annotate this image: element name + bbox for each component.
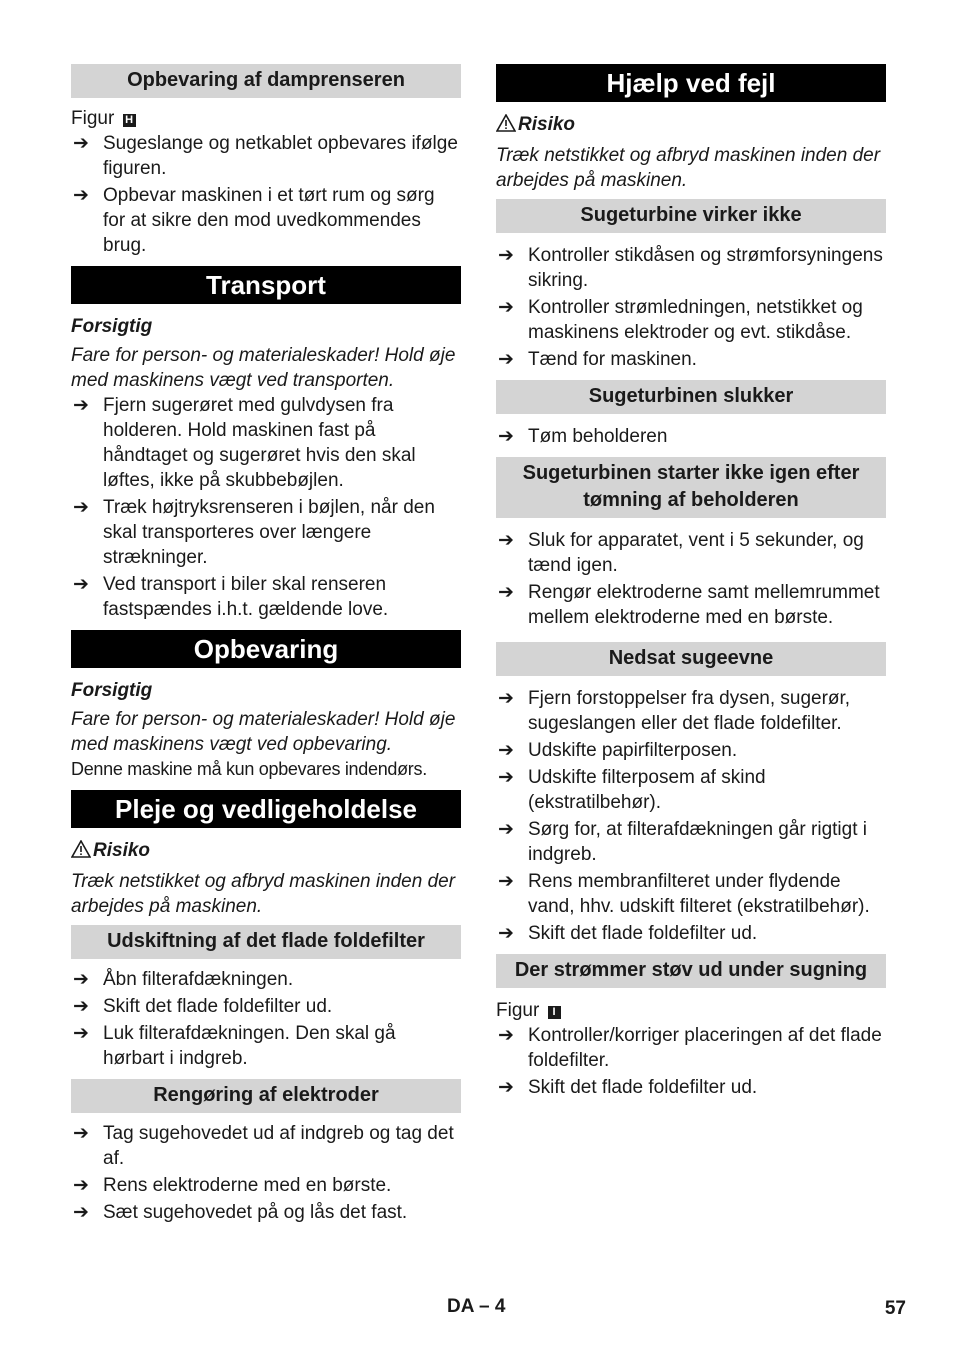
heading-sugeturbine-virker-ikke: Sugeturbine virker ikke (496, 199, 886, 233)
arrow-right-icon: ➔ (498, 245, 514, 266)
figure-i-icon: I (548, 1006, 561, 1019)
footer-section-label: DA – 4 (447, 1296, 506, 1317)
arrow-right-icon: ➔ (73, 969, 89, 990)
list-item: ➔ Sæt sugehovedet på og lås det fast. (73, 1202, 408, 1223)
list-item: ➔ Kontroller/korriger placeringen af det flade foldefilter. (498, 1025, 882, 1071)
arrow-right-icon: ➔ (73, 574, 89, 595)
list-transport (71, 393, 461, 622)
caution-text: Fare for person- og materialeskader! Hold øje med maskinens vægt ved opbevaring. (71, 709, 456, 755)
list-item: ➔ Opbevar maskinen i et tørt rum og sørg for at sikre den mod uvedkommendes brug. (73, 185, 435, 256)
arrow-right-icon: ➔ (73, 1202, 89, 1223)
arrow-right-icon: ➔ (498, 1077, 514, 1098)
list-slukker (496, 424, 886, 449)
list-item: ➔ Skift det flade foldefilter ud. (498, 923, 758, 944)
list-item: ➔ Rens membranfilteret under flydende vand, hhv. udskift filteret (ekstratilbehør). (498, 871, 870, 917)
right-column (496, 64, 886, 1102)
heading-udskiftning: Udskiftning af det flade foldefilter (71, 925, 461, 959)
arrow-right-icon: ➔ (73, 497, 89, 518)
caution-label: Forsigtig (71, 680, 153, 701)
arrow-right-icon: ➔ (498, 819, 514, 840)
arrow-right-icon: ➔ (498, 530, 514, 551)
list-item: ➔ Kontroller stikdåsen og strømforsyningens sikring. (498, 245, 883, 291)
arrow-right-icon: ➔ (498, 688, 514, 709)
list-item: ➔ Udskifte filterposem af skind (ekstratilbehør). (498, 767, 766, 813)
heading-rengoring: Rengøring af elektroder (71, 1079, 461, 1113)
list-item: ➔ Rengør elektroderne samt mellemrummet mellem elektroderne med en børste. (498, 582, 880, 628)
heading-starter-ikke-igen: Sugeturbinen starter ikke igen efter tømning af beholderen (496, 457, 886, 518)
arrow-right-icon: ➔ (498, 871, 514, 892)
arrow-right-icon: ➔ (73, 996, 89, 1017)
figure-h-icon: H (123, 114, 136, 127)
figur-reference: Figur I (496, 998, 886, 1023)
list-item: ➔ Tænd for maskinen. (498, 349, 697, 370)
warning-triangle-icon (496, 114, 518, 139)
heading-pleje: Pleje og vedligeholdelse (71, 790, 461, 828)
heading-hjaelp-ved-fejl: Hjælp ved fejl (496, 64, 886, 102)
list-item: ➔ Sugeslange og netkablet opbevares ifølge figuren. (73, 133, 458, 179)
risk-label-row: Risiko (71, 838, 461, 865)
heading-opbevaring-damprenseren: Opbevaring af damprenseren (71, 64, 461, 98)
list-item: ➔ Tag sugehovedet ud af indgreb og tag det af. (73, 1123, 454, 1169)
list-stoev (496, 1023, 886, 1100)
arrow-right-icon: ➔ (73, 185, 89, 206)
list-udskiftning (71, 967, 461, 1071)
list-starter-ikke (496, 528, 886, 630)
list-nedsat (496, 686, 886, 946)
arrow-right-icon: ➔ (498, 426, 514, 447)
figur-reference: Figur H (71, 106, 461, 131)
list-item: ➔ Sluk for apparatet, vent i 5 sekunder, og tænd igen. (498, 530, 864, 576)
list-item: ➔ Rens elektroderne med en børste. (73, 1175, 392, 1196)
arrow-right-icon: ➔ (498, 923, 514, 944)
arrow-right-icon: ➔ (73, 395, 89, 416)
arrow-right-icon: ➔ (498, 1025, 514, 1046)
risk-label-row: Risiko (496, 112, 886, 139)
arrow-right-icon: ➔ (73, 1123, 89, 1144)
heading-nedsat-sugeevne: Nedsat sugeevne (496, 642, 886, 676)
list-item: ➔ Udskifte papirfilterposen. (498, 740, 738, 761)
arrow-right-icon: ➔ (73, 133, 89, 154)
list-item: ➔ Åbn filterafdækningen. (73, 969, 294, 990)
list-virker-ikke (496, 243, 886, 372)
heading-sugeturbinen-slukker: Sugeturbinen slukker (496, 380, 886, 414)
arrow-right-icon: ➔ (498, 740, 514, 761)
arrow-right-icon: ➔ (498, 767, 514, 788)
arrow-right-icon: ➔ (498, 582, 514, 603)
list-item: ➔ Skift det flade foldefilter ud. (73, 996, 333, 1017)
storage-note: Denne maskine må kun opbevares indendørs. (71, 759, 427, 779)
heading-opbevaring: Opbevaring (71, 630, 461, 668)
caution-label: Forsigtig (71, 316, 153, 337)
arrow-right-icon: ➔ (73, 1175, 89, 1196)
list-opbevaring-damp (71, 131, 461, 258)
list-item: ➔ Fjern forstoppelser fra dysen, sugerør, sugeslangen eller det flade foldefilter. (498, 688, 851, 734)
arrow-right-icon: ➔ (73, 1023, 89, 1044)
list-item: ➔ Ved transport i biler skal renseren fastspændes i.h.t. gældende love. (73, 574, 389, 620)
list-item: ➔ Fjern sugerøret med gulvdysen fra holderen. Hold maskinen fast på håndtaget og sugerøret hvis den skal løftes, ikke på skubbebøjlen. (73, 395, 416, 491)
list-item: ➔ Skift det flade foldefilter ud. (498, 1077, 758, 1098)
heading-transport: Transport (71, 266, 461, 304)
list-item: ➔ Træk højtryksrenseren i bøjlen, når den skal transporteres over længere strækninger. (73, 497, 435, 568)
list-item: ➔ Kontroller strømledningen, netstikket og maskinens elektroder og evt. stikdåse. (498, 297, 863, 343)
risk-text: Træk netstikket og afbryd maskinen inden der arbejdes på maskinen. (496, 145, 881, 191)
list-item: ➔ Sørg for, at filterafdækningen går rigtigt i indgreb. (498, 819, 867, 865)
page-number: 57 (884, 1298, 906, 1319)
caution-text: Fare for person- og materialeskader! Hold øje med maskinens vægt ved transporten. (71, 345, 456, 391)
risk-text: Træk netstikket og afbryd maskinen inden der arbejdes på maskinen. (71, 871, 456, 917)
left-column (71, 64, 461, 1227)
arrow-right-icon: ➔ (498, 297, 514, 318)
heading-stoev-ud: Der strømmer støv ud under sugning (496, 954, 886, 988)
list-item: ➔ Tøm beholderen (498, 426, 668, 447)
list-rengoring (71, 1121, 461, 1225)
warning-triangle-icon (71, 840, 93, 865)
list-item: ➔ Luk filterafdækningen. Den skal gå hørbart i indgreb. (73, 1023, 396, 1069)
arrow-right-icon: ➔ (498, 349, 514, 370)
